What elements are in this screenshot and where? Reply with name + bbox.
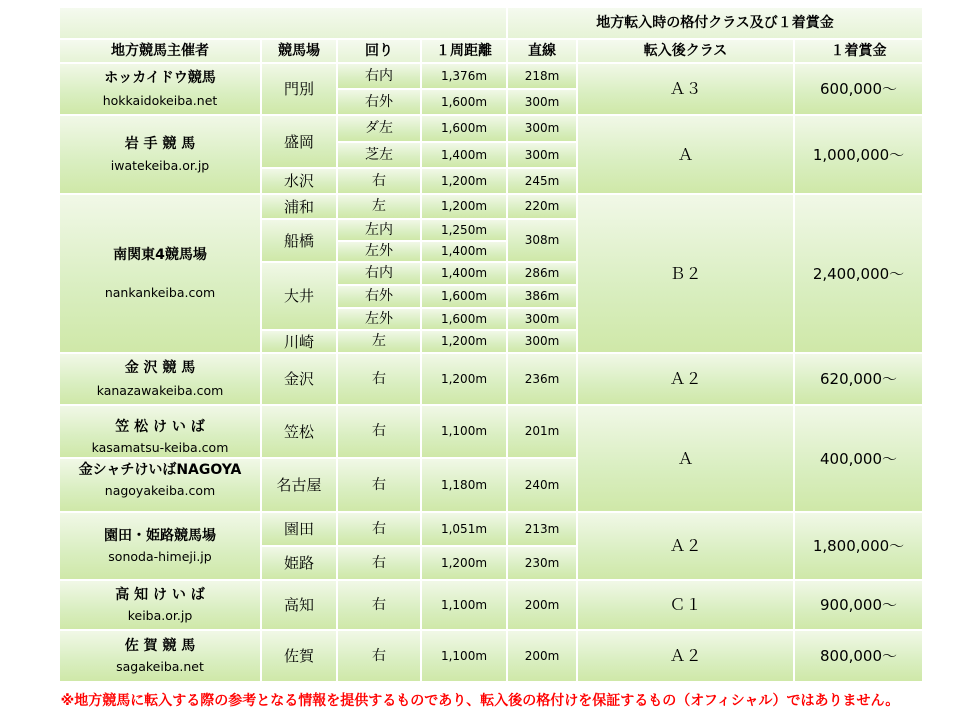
track-name: 高知: [262, 581, 336, 629]
organizer-site: kasamatsu-keiba.com: [91, 440, 229, 455]
organizer-name: 園田・姫路競馬場: [104, 528, 216, 545]
course-distance: 1,600m: [422, 309, 506, 329]
organizer-cell: [60, 406, 260, 457]
prize-cell: 900,000〜: [795, 581, 922, 629]
course-distance: 1,100m: [422, 406, 506, 457]
prize-cell: 1,000,000〜: [795, 116, 922, 193]
organizer-site: kanazawakeiba.com: [96, 382, 224, 398]
course-turn: 右内: [338, 64, 420, 88]
prize-cell: 400,000〜: [795, 406, 922, 511]
course-straight: 200m: [508, 631, 576, 681]
course-distance: 1,200m: [422, 547, 506, 579]
class-cell: Ａ２: [578, 631, 793, 681]
course-turn: 右: [338, 631, 420, 681]
organizer-name: ホッカイドウ競馬: [104, 70, 216, 87]
course-turn: 左内: [338, 220, 420, 240]
course-distance: 1,200m: [422, 169, 506, 193]
organizer-site: sonoda-himeji.jp: [108, 548, 212, 564]
course-straight: 213m: [508, 513, 576, 545]
course-turn: 右内: [338, 263, 420, 284]
track-name: 大井: [262, 263, 336, 329]
course-distance: 1,600m: [422, 90, 506, 114]
course-distance: 1,200m: [422, 195, 506, 218]
course-turn: 右: [338, 581, 420, 629]
organizer-site: nagoyakeiba.com: [104, 482, 216, 498]
course-turn: 左: [338, 331, 420, 352]
column-header-track: 競馬場: [262, 40, 336, 62]
course-turn: 右: [338, 169, 420, 193]
organizer-cell: [60, 513, 260, 579]
track-name: 佐賀: [262, 631, 336, 681]
prize-cell: 1,800,000〜: [795, 513, 922, 579]
course-straight: 300m: [508, 331, 576, 352]
organizer-name: 岩 手 競 馬: [124, 135, 196, 152]
course-straight: 240m: [508, 459, 576, 511]
prize-cell: 620,000〜: [795, 354, 922, 404]
organizer-cell: [60, 581, 260, 629]
course-turn: 左: [338, 195, 420, 218]
course-distance: 1,100m: [422, 581, 506, 629]
course-turn: 右外: [338, 90, 420, 114]
track-name: 船橋: [262, 220, 336, 261]
class-cell: Ａ: [578, 116, 793, 193]
course-straight: 300m: [508, 309, 576, 329]
organizer-site: sagakeiba.net: [116, 659, 204, 675]
course-distance: 1,400m: [422, 263, 506, 284]
course-turn: 右外: [338, 286, 420, 307]
organizer-name: 金 沢 競 馬: [124, 360, 196, 377]
course-turn: 左外: [338, 309, 420, 329]
track-name: 姫路: [262, 547, 336, 579]
course-turn: ダ左: [338, 116, 420, 141]
organizer-cell: [60, 354, 260, 404]
organizer-site: hokkaidokeiba.net: [102, 92, 218, 108]
course-turn: 右: [338, 513, 420, 545]
track-name: 川崎: [262, 331, 336, 352]
course-turn: 右: [338, 547, 420, 579]
organizer-cell: [60, 631, 260, 681]
track-name: 笠松: [262, 406, 336, 457]
course-turn: 右: [338, 459, 420, 511]
course-distance: 1,376m: [422, 64, 506, 88]
organizer-site: nankankeiba.com: [104, 285, 216, 301]
course-straight: 218m: [508, 64, 576, 88]
course-straight: 230m: [508, 547, 576, 579]
prize-cell: 800,000〜: [795, 631, 922, 681]
course-straight: 200m: [508, 581, 576, 629]
organizer-name: 笠 松 け い ば: [115, 419, 205, 436]
course-straight: 386m: [508, 286, 576, 307]
column-header-distance: １周距離: [422, 40, 506, 62]
course-distance: 1,250m: [422, 220, 506, 240]
class-cell: Ａ３: [578, 64, 793, 114]
course-distance: 1,600m: [422, 286, 506, 307]
course-distance: 1,400m: [422, 242, 506, 261]
column-header-turn: 回り: [338, 40, 420, 62]
course-straight: 300m: [508, 90, 576, 114]
course-straight: 201m: [508, 406, 576, 457]
track-name: 水沢: [262, 169, 336, 193]
course-straight: 236m: [508, 354, 576, 404]
course-distance: 1,100m: [422, 631, 506, 681]
prize-cell: 600,000〜: [795, 64, 922, 114]
course-turn: 右: [338, 354, 420, 404]
course-straight: 300m: [508, 143, 576, 167]
class-cell: Ａ２: [578, 513, 793, 579]
class-cell: Ｂ２: [578, 195, 793, 352]
group-header: 地方転入時の格付クラス及び１着賞金: [508, 8, 922, 38]
course-turn: 芝左: [338, 143, 420, 167]
course-straight: 300m: [508, 116, 576, 141]
course-distance: 1,051m: [422, 513, 506, 545]
transfer-class-table: [60, 8, 922, 681]
organizer-name: 佐 賀 競 馬: [124, 637, 196, 654]
track-name: 門別: [262, 64, 336, 114]
column-header-straight: 直線: [508, 40, 576, 62]
course-turn: 右: [338, 406, 420, 457]
header-blank-cell: [60, 8, 506, 38]
track-name: 浦和: [262, 195, 336, 218]
disclaimer-footnote: ※地方競馬に転入する際の参考となる情報を提供するものであり、転入後の格付けを保証するもの（オフィシャル）ではありません。: [60, 693, 900, 709]
organizer-site: keiba.or.jp: [127, 607, 193, 623]
organizer-cell: [60, 459, 260, 511]
organizer-name: 南関東4競馬場: [113, 246, 207, 263]
class-cell: Ｃ１: [578, 581, 793, 629]
organizer-name: 高 知 け い ば: [115, 587, 205, 604]
course-straight: 245m: [508, 169, 576, 193]
organizer-name: 金シャチけいばNAGOYA: [78, 462, 242, 478]
course-distance: 1,200m: [422, 331, 506, 352]
class-cell: Ａ: [578, 406, 793, 511]
course-distance: 1,200m: [422, 354, 506, 404]
course-distance: 1,180m: [422, 459, 506, 511]
course-distance: 1,600m: [422, 116, 506, 141]
column-header-class: 転入後クラス: [578, 40, 793, 62]
organizer-cell: [60, 116, 260, 193]
course-straight: 220m: [508, 195, 576, 218]
course-distance: 1,400m: [422, 143, 506, 167]
prize-cell: 2,400,000〜: [795, 195, 922, 352]
course-turn: 左外: [338, 242, 420, 261]
track-name: 盛岡: [262, 116, 336, 167]
track-name: 園田: [262, 513, 336, 545]
track-name: 金沢: [262, 354, 336, 404]
column-header-organizer: 地方競馬主催者: [60, 40, 260, 62]
track-name: 名古屋: [262, 459, 336, 511]
class-cell: Ａ２: [578, 354, 793, 404]
course-straight: 308m: [508, 220, 576, 261]
column-header-prize: １着賞金: [795, 40, 922, 62]
organizer-cell: [60, 195, 260, 352]
organizer-site: iwatekeiba.or.jp: [110, 158, 210, 174]
course-straight: 286m: [508, 263, 576, 284]
organizer-cell: [60, 64, 260, 114]
